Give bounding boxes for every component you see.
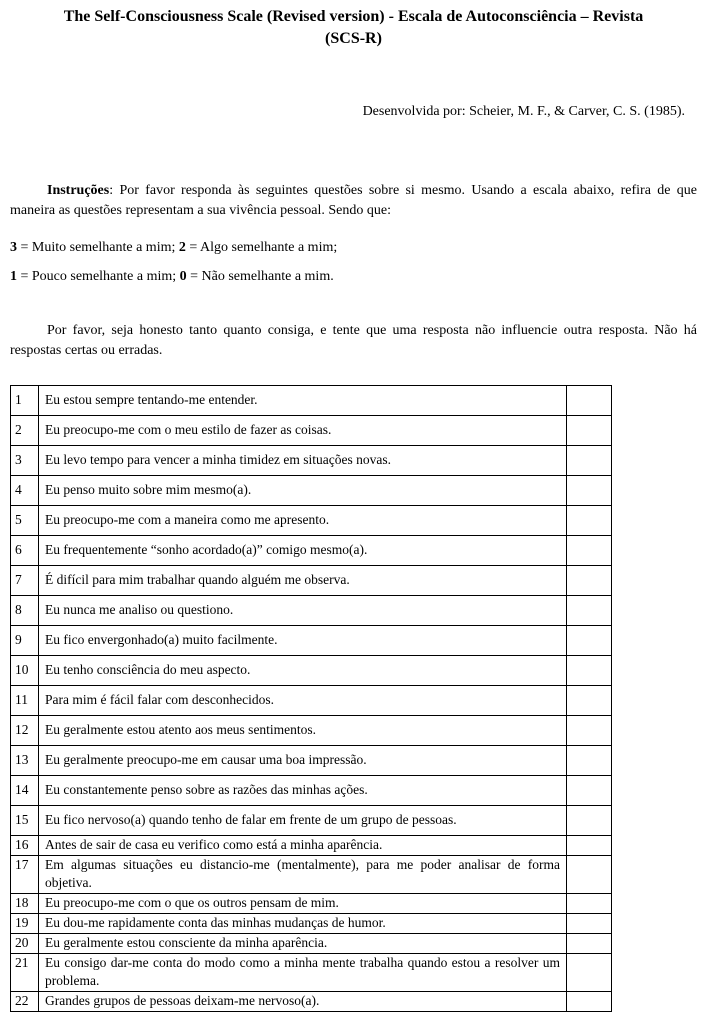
question-text: Eu estou sempre tentando-me entender. [39, 386, 567, 416]
scale-line-2 [10, 267, 697, 287]
question-number: 14 [11, 776, 39, 806]
table-row [11, 894, 612, 914]
question-number: 22 [11, 992, 39, 1012]
question-text: Em algumas situações eu distancio-me (mentalmente), para me poder analisar de forma objetiva. [39, 856, 567, 894]
table-row [11, 686, 612, 716]
question-text: Para mim é fácil falar com desconhecidos. [39, 686, 567, 716]
question-number: 16 [11, 836, 39, 856]
question-text: Eu dou-me rapidamente conta das minhas mudanças de humor. [39, 914, 567, 934]
answer-cell [567, 806, 612, 836]
questionnaire-table [10, 385, 612, 1012]
table-row [11, 416, 612, 446]
answer-cell [567, 954, 612, 992]
table-row [11, 536, 612, 566]
question-number: 18 [11, 894, 39, 914]
table-row [11, 914, 612, 934]
question-number: 3 [11, 446, 39, 476]
answer-cell [567, 914, 612, 934]
question-number: 13 [11, 746, 39, 776]
question-number: 6 [11, 536, 39, 566]
table-row [11, 836, 612, 856]
table-row [11, 776, 612, 806]
answer-cell [567, 686, 612, 716]
question-number: 17 [11, 856, 39, 894]
question-number: 19 [11, 914, 39, 934]
table-row [11, 386, 612, 416]
scale-value-3: 3 [10, 240, 17, 255]
question-text: Eu frequentemente “sonho acordado(a)” comigo mesmo(a). [39, 536, 567, 566]
question-number: 15 [11, 806, 39, 836]
question-text: Eu levo tempo para vencer a minha timidez em situações novas. [39, 446, 567, 476]
question-number: 11 [11, 686, 39, 716]
answer-cell [567, 506, 612, 536]
table-row [11, 626, 612, 656]
answer-cell [567, 776, 612, 806]
question-number: 12 [11, 716, 39, 746]
honesty-paragraph: Por favor, seja honesto tanto quanto consiga, e tente que uma resposta não influencie outra resposta. Não há respostas certas ou erradas. [10, 323, 697, 358]
question-text: Antes de sair de casa eu verifico como está a minha aparência. [39, 836, 567, 856]
question-number: 7 [11, 566, 39, 596]
question-text: Eu fico envergonhado(a) muito facilmente. [39, 626, 567, 656]
answer-cell [567, 836, 612, 856]
page-title-line1: The Self-Consciousness Scale (Revised version) - Escala de Autoconsciência – Revista [63, 8, 644, 25]
question-text: Eu fico nervoso(a) quando tenho de falar em frente de um grupo de pessoas. [39, 806, 567, 836]
table-row [11, 856, 612, 894]
table-row [11, 446, 612, 476]
scale-label-3: = Muito semelhante a mim; [17, 240, 179, 255]
answer-cell [567, 746, 612, 776]
table-row [11, 566, 612, 596]
question-number: 21 [11, 954, 39, 992]
answer-cell [567, 716, 612, 746]
scale-value-2: 2 [178, 240, 186, 255]
scale-label-1: = Pouco semelhante a mim; [17, 269, 180, 284]
question-number: 20 [11, 934, 39, 954]
answer-cell [567, 416, 612, 446]
question-text: É difícil para mim trabalhar quando alguém me observa. [39, 566, 567, 596]
scale-label-2: = Algo semelhante a mim; [185, 240, 338, 255]
answer-cell [567, 934, 612, 954]
questionnaire-table-body [11, 386, 612, 1012]
question-text: Eu preocupo-me com o que os outros pensam de mim. [39, 894, 567, 914]
question-text: Eu geralmente preocupo-me em causar uma boa impressão. [39, 746, 567, 776]
table-row [11, 596, 612, 626]
table-row [11, 806, 612, 836]
question-text: Eu preocupo-me com o meu estilo de fazer as coisas. [39, 416, 567, 446]
page-title [10, 6, 697, 50]
table-row [11, 656, 612, 686]
instructions-paragraph [10, 181, 697, 220]
question-number: 4 [11, 476, 39, 506]
answer-cell [567, 446, 612, 476]
question-text: Eu constantemente penso sobre as razões das minhas ações. [39, 776, 567, 806]
answer-cell [567, 566, 612, 596]
question-text: Eu consigo dar-me conta do modo como a minha mente trabalha quando estou a resolver um problema. [39, 954, 567, 992]
answer-cell [567, 856, 612, 894]
question-text: Eu tenho consciência do meu aspecto. [39, 656, 567, 686]
answer-cell [567, 626, 612, 656]
answer-cell [567, 894, 612, 914]
instructions-label: Instruções [47, 183, 110, 198]
scale-value-0: 0 [179, 269, 187, 284]
scale-line-1 [10, 238, 697, 258]
question-number: 5 [11, 506, 39, 536]
answer-cell [567, 386, 612, 416]
table-row [11, 992, 612, 1012]
page-title-line2: (SCS-R) [325, 30, 382, 47]
question-number: 8 [11, 596, 39, 626]
question-text: Eu geralmente estou atento aos meus sentimentos. [39, 716, 567, 746]
developed-by: Desenvolvida por: Scheier, M. F., & Carver, C. S. (1985). [362, 104, 685, 119]
answer-cell [567, 536, 612, 566]
question-text: Eu geralmente estou consciente da minha aparência. [39, 934, 567, 954]
scale-value-1: 1 [10, 269, 17, 284]
question-number: 9 [11, 626, 39, 656]
table-row [11, 506, 612, 536]
question-number: 10 [11, 656, 39, 686]
table-row [11, 716, 612, 746]
answer-cell [567, 656, 612, 686]
question-text: Eu penso muito sobre mim mesmo(a). [39, 476, 567, 506]
question-number: 1 [11, 386, 39, 416]
question-text: Grandes grupos de pessoas deixam-me nervoso(a). [39, 992, 567, 1012]
question-number: 2 [11, 416, 39, 446]
table-row [11, 934, 612, 954]
table-row [11, 954, 612, 992]
instructions-text: : Por favor responda às seguintes questões sobre si mesmo. Usando a escala abaixo, refira de que maneira as questões representam a sua vivência pessoal. Sendo que: [10, 183, 697, 218]
question-text: Eu preocupo-me com a maneira como me apresento. [39, 506, 567, 536]
answer-cell [567, 992, 612, 1012]
scale-label-0: = Não semelhante a mim. [186, 269, 334, 284]
question-text: Eu nunca me analiso ou questiono. [39, 596, 567, 626]
table-row [11, 746, 612, 776]
answer-cell [567, 596, 612, 626]
table-row [11, 476, 612, 506]
answer-cell [567, 476, 612, 506]
